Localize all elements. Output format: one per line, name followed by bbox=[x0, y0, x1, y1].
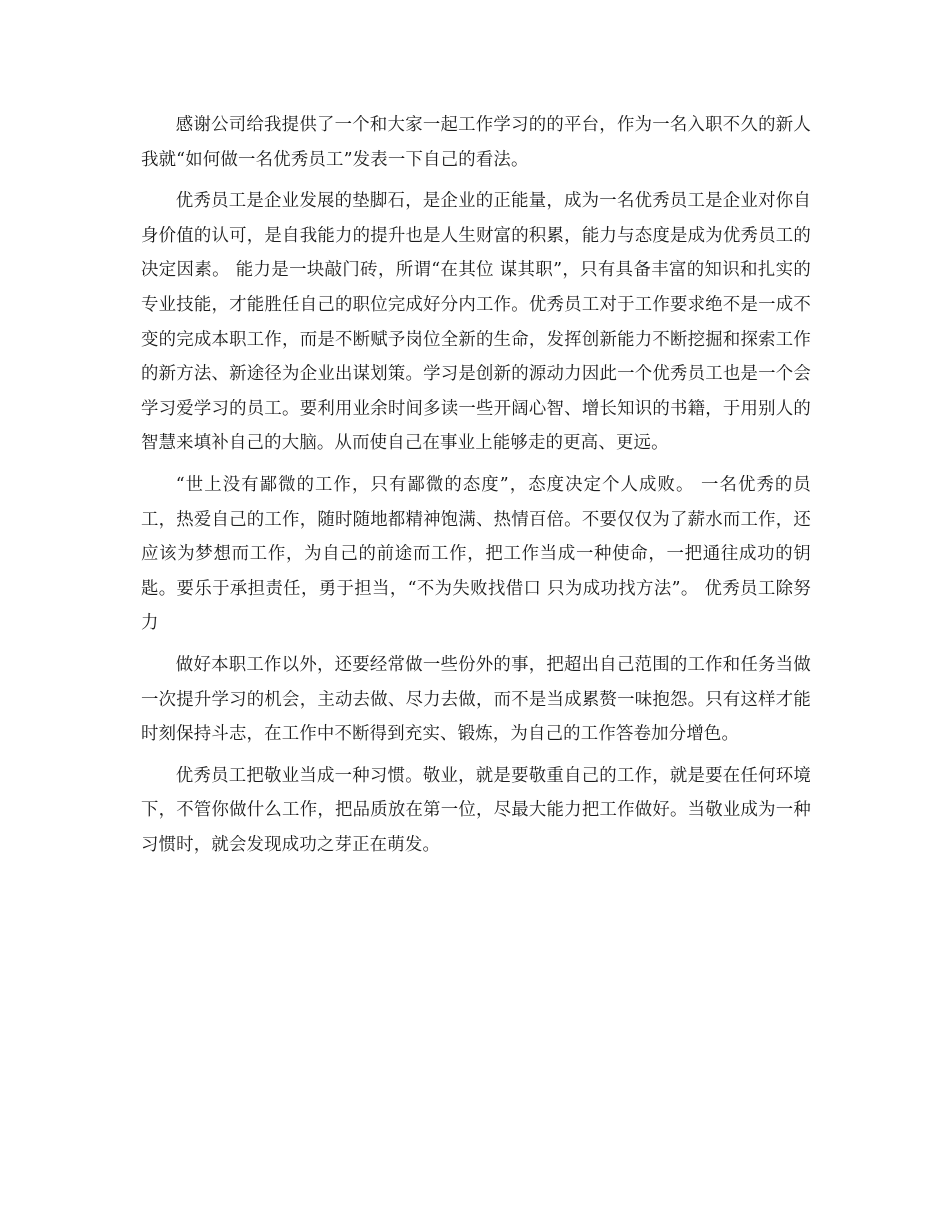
paragraph-dedication: 优秀员工把敬业当成一种习惯。敬业，就是要敬重自己的工作，就是要在任何环境下，不管你做什么工作，把品质放在第一位，尽最大能力把工作做好。当敬业成为一种习惯时，就会发现成功之芽正在萌发。 bbox=[141, 765, 811, 855]
paragraph-attitude: “世上没有鄙微的工作，只有鄙微的态度”，态度决定个人成败。 一名优秀的员工，热爱自己的工作，随时随地都精神饱满、热情百倍。不要仅仅为了薪水而工作，还应该为梦想而工作，为自己的前途而工作，把工作当成一种使命，一把通往成功的钥匙。要乐于承担责任，勇于担当，“不为失败找借口 只为成功找方法”。 优秀员工除努力 bbox=[141, 474, 811, 634]
paragraph-intro: 感谢公司给我提供了一个和大家一起工作学习的的平台，作为一名入职不久的新人我就“如何做一名优秀员工”发表一下自己的看法。 bbox=[141, 115, 811, 170]
paragraph-extra-work: 做好本职工作以外，还要经常做一些份外的事，把超出自己范围的工作和任务当做一次提升学习的机会，主动去做、尽力去做，而不是当成累赘一味抱怨。只有这样才能时刻保持斗志，在工作中不断得到充实、锻炼，为自己的工作答卷加分增色。 bbox=[141, 654, 811, 745]
document-body bbox=[141, 108, 811, 869]
paragraph-ability: 优秀员工是企业发展的垫脚石，是企业的正能量，成为一名优秀员工是企业对你自身价值的认可，是自我能力的提升也是人生财富的积累，能力与态度是成为优秀员工的决定因素。 能力是一块敲门砖，所谓“在其位 谋其职”，只有具备丰富的知识和扎实的专业技能，才能胜任自己的职位完成好分内工作。优秀员工对于工作要求绝不是一成不变的完成本职工作，而是不断赋予岗位全新的生命，发挥创新能力不断挖掘和探索工作的新方法、新途径为企业出谋划策。学习是创新的源动力因此一个优秀员工也是一个会学习爱学习的员工。要利用业余时间多读一些开阔心智、增长知识的书籍，于用别人的智慧来填补自己的大脑。从而使自己在事业上能够走的更高、更远。 bbox=[141, 191, 811, 454]
